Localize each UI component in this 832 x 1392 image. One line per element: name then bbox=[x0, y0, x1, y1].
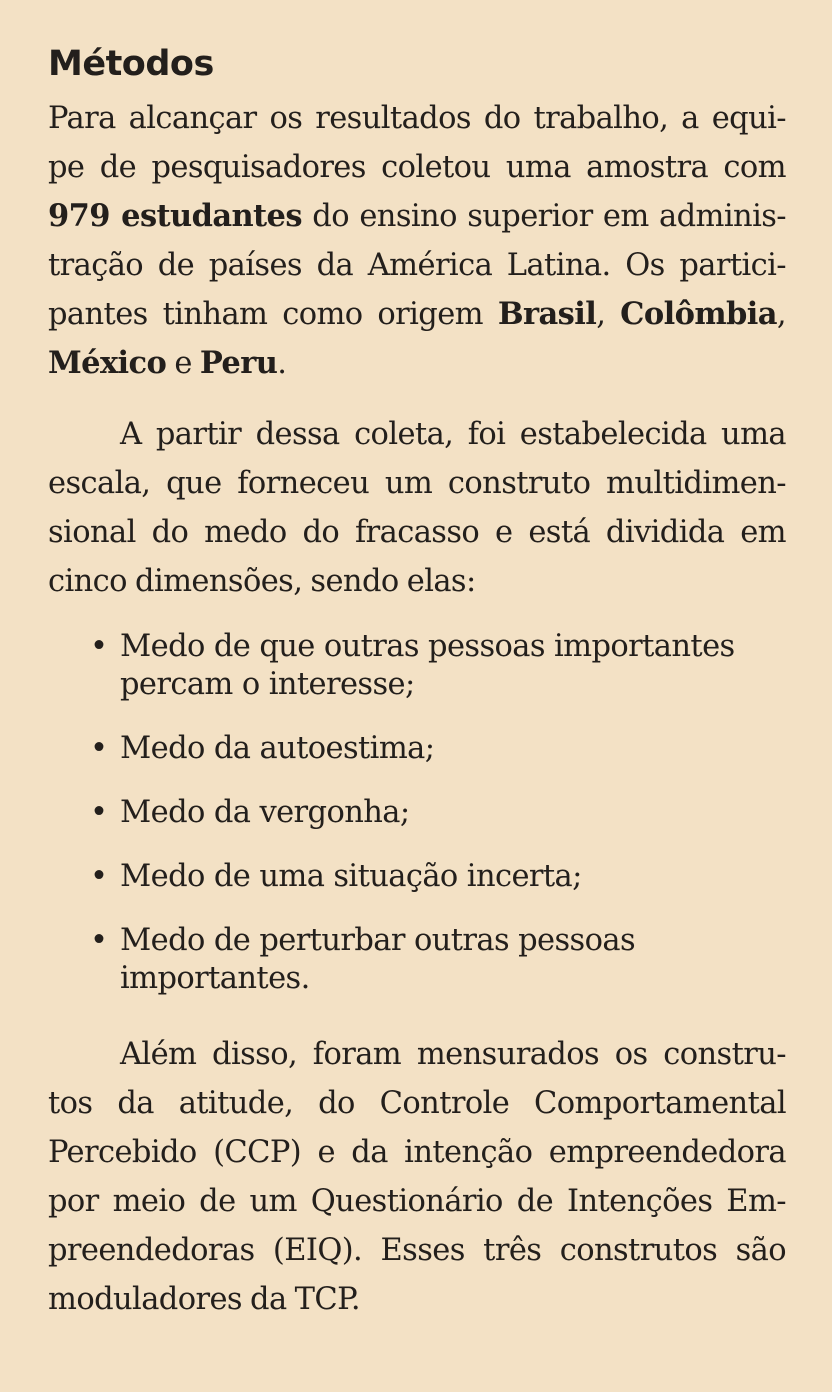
country-peru: Peru bbox=[199, 345, 278, 381]
list-item-text: Medo de que outras pessoas importantes percam o interesse; bbox=[120, 629, 735, 702]
bullet-icon: • bbox=[90, 859, 108, 894]
paragraph-text: , bbox=[776, 297, 786, 332]
list-item bbox=[48, 922, 786, 998]
paragraph-sample bbox=[48, 94, 786, 388]
methods-section bbox=[48, 38, 786, 1324]
section-heading: Métodos bbox=[48, 44, 214, 84]
country-mexico: México bbox=[48, 345, 167, 381]
paragraph-scale: A partir dessa coleta, foi estabelecida uma escala, que forneceu um construto multidimen- sional do medo do fracasso e está dividida em cinco dimensões, sendo elas: bbox=[48, 417, 786, 599]
bullet-icon: • bbox=[90, 731, 108, 766]
bullet-icon: • bbox=[90, 923, 108, 958]
list-item-text: Medo de uma situação incerta; bbox=[120, 859, 582, 894]
bullet-icon: • bbox=[90, 629, 108, 664]
dimensions-list bbox=[48, 628, 786, 998]
sample-size: 979 estudantes bbox=[48, 198, 302, 234]
list-item bbox=[48, 858, 786, 896]
list-item bbox=[48, 730, 786, 768]
country-brasil: Brasil bbox=[497, 296, 597, 332]
list-item-text: Medo da autoestima; bbox=[120, 731, 435, 766]
paragraph-text: Para alcançar os resultados do trabalho, a equi- pe de pesquisadores coletou uma amostra com bbox=[48, 101, 786, 185]
paragraph-constructs: Além disso, foram mensurados os constru- tos da atitude, do Controle Comportamental Percebido (CCP) e da intenção empreendedora por meio de um Questionário de Intenções Em- preendedoras (EIQ). Esses três construtos são moduladores da TCP. bbox=[48, 1037, 786, 1317]
list-item-text: Medo da vergonha; bbox=[120, 795, 410, 830]
list-item-text: Medo de perturbar outras pessoas importantes. bbox=[120, 923, 635, 996]
list-item bbox=[48, 794, 786, 832]
paragraph-text: . bbox=[277, 346, 287, 381]
paragraph-text: do ensino superior em adminis- tração de países da América Latina. Os partici- pantes tinham como origem bbox=[48, 199, 786, 332]
paragraph-text: , bbox=[596, 297, 621, 332]
country-colombia: Colômbia bbox=[620, 296, 777, 332]
paragraph-text: e bbox=[166, 346, 200, 381]
bullet-icon: • bbox=[90, 795, 108, 830]
list-item bbox=[48, 628, 786, 704]
